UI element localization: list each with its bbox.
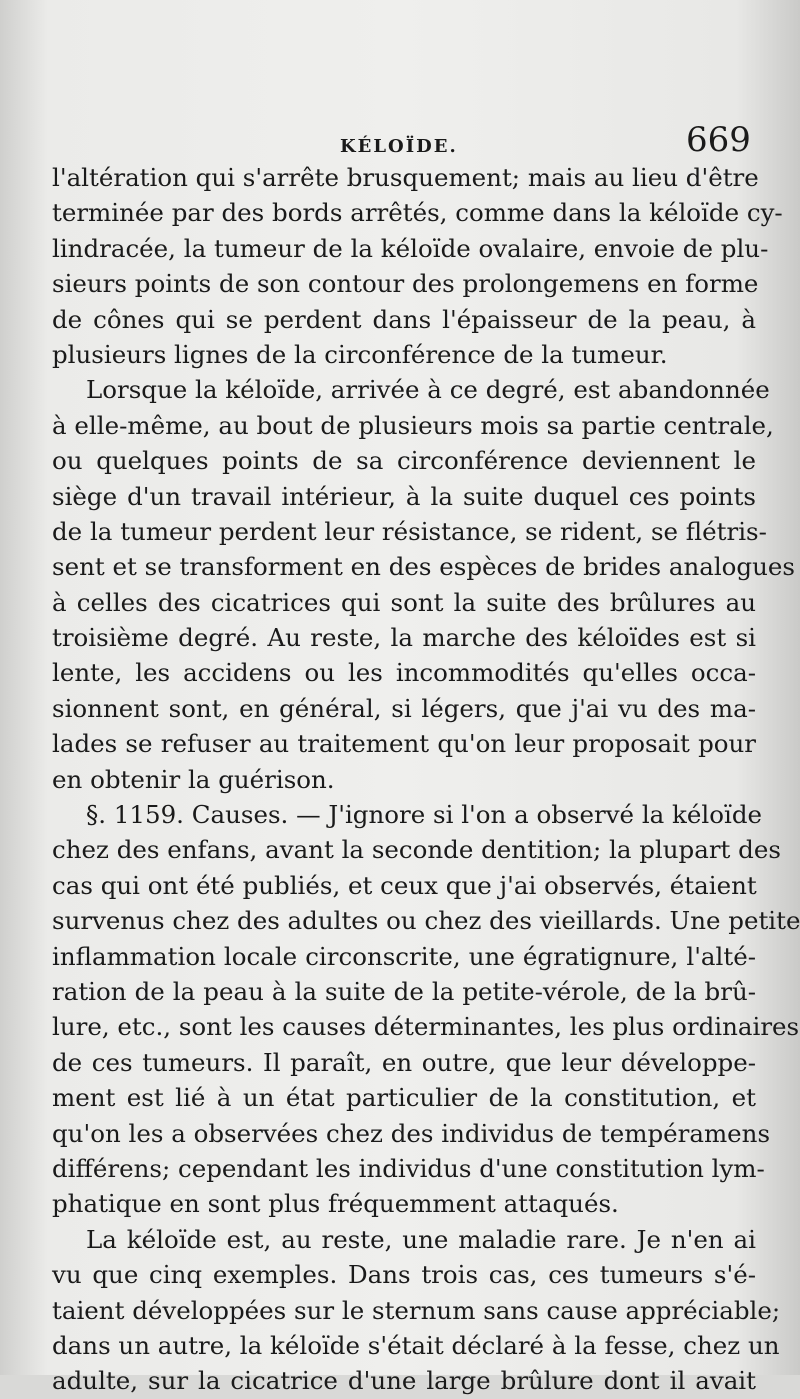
- body-text: [52, 160, 800, 1399]
- running-head: KÉLOÏDE.: [340, 136, 458, 157]
- text-line: inflammation locale circonscrite, une égratignure, l'alté-: [52, 941, 756, 971]
- text-line: siège d'un travail intérieur, à la suite duquel ces points: [52, 481, 756, 511]
- text-line: à celles des cicatrices qui sont la suite des brûlures au: [52, 587, 756, 617]
- text-line: lente, les accidens ou les incommodités qu'elles occa-: [52, 658, 756, 688]
- text-line: §. 1159. Causes. — J'ignore si l'on a observé la kéloïde: [86, 800, 762, 830]
- text-line: phatique en sont plus fréquemment attaqués.: [52, 1189, 619, 1219]
- text-line: terminée par des bords arrêtés, comme dans la kéloïde cy-: [52, 198, 783, 228]
- text-line: de cônes qui se perdent dans l'épaisseur de la peau, à: [52, 304, 756, 334]
- text-line: ou quelques points de sa circonférence deviennent le: [52, 446, 756, 476]
- text-line: Lorsque la kéloïde, arrivée à ce degré, est abandonnée: [86, 375, 770, 405]
- text-line: lure, etc., sont les causes déterminantes, les plus ordinaires: [52, 1012, 800, 1042]
- text-line: ration de la peau à la suite de la petite-vérole, de la brû-: [52, 976, 756, 1006]
- text-line: ment est lié à un état particulier de la constitution, et: [52, 1083, 756, 1113]
- text-line: sent et se transforment en des espèces de brides analogues: [52, 552, 795, 582]
- text-line: chez des enfans, avant la seconde dentition; la plupart des: [52, 835, 781, 865]
- text-line: survenus chez des adultes ou chez des vieillards. Une petite: [52, 906, 800, 936]
- text-line: plusieurs lignes de la circonférence de la tumeur.: [52, 339, 668, 369]
- text-line: troisième degré. Au reste, la marche des kéloïdes est si: [52, 623, 756, 653]
- text-line: qu'on les a observées chez des individus de tempéramens: [52, 1118, 771, 1148]
- text-line: sieurs points de son contour des prolongemens en forme: [52, 269, 759, 299]
- text-line: adulte, sur la cicatrice d'une large brûlure dont il avait: [52, 1366, 756, 1396]
- text-line: lindracée, la tumeur de la kéloïde ovalaire, envoie de plu-: [52, 233, 769, 263]
- text-line: La kéloïde est, au reste, une maladie rare. Je n'en ai: [86, 1224, 756, 1254]
- page-number: 669: [686, 120, 751, 160]
- text-line: l'altération qui s'arrête brusquement; mais au lieu d'être: [52, 163, 759, 192]
- text-line: cas qui ont été publiés, et ceux que j'ai observés, étaient: [52, 870, 757, 900]
- text-line: dans un autre, la kéloïde s'était déclaré à la fesse, chez un: [52, 1330, 780, 1360]
- text-line: de ces tumeurs. Il paraît, en outre, que leur développe-: [52, 1047, 756, 1077]
- text-line: vu que cinq exemples. Dans trois cas, ces tumeurs s'é-: [52, 1260, 756, 1290]
- text-line: différens; cependant les individus d'une constitution lym-: [52, 1153, 765, 1183]
- text-line: lades se refuser au traitement qu'on leur proposait pour: [52, 729, 756, 759]
- text-line: en obtenir la guérison.: [52, 764, 335, 794]
- text-line: de la tumeur perdent leur résistance, se rident, se flétris-: [52, 516, 767, 546]
- text-line: à elle-même, au bout de plusieurs mois sa partie centrale,: [52, 410, 774, 440]
- text-line: taient développées sur le sternum sans cause appréciable;: [52, 1295, 781, 1325]
- text-line: sionnent sont, en général, si légers, que j'ai vu des ma-: [52, 693, 756, 723]
